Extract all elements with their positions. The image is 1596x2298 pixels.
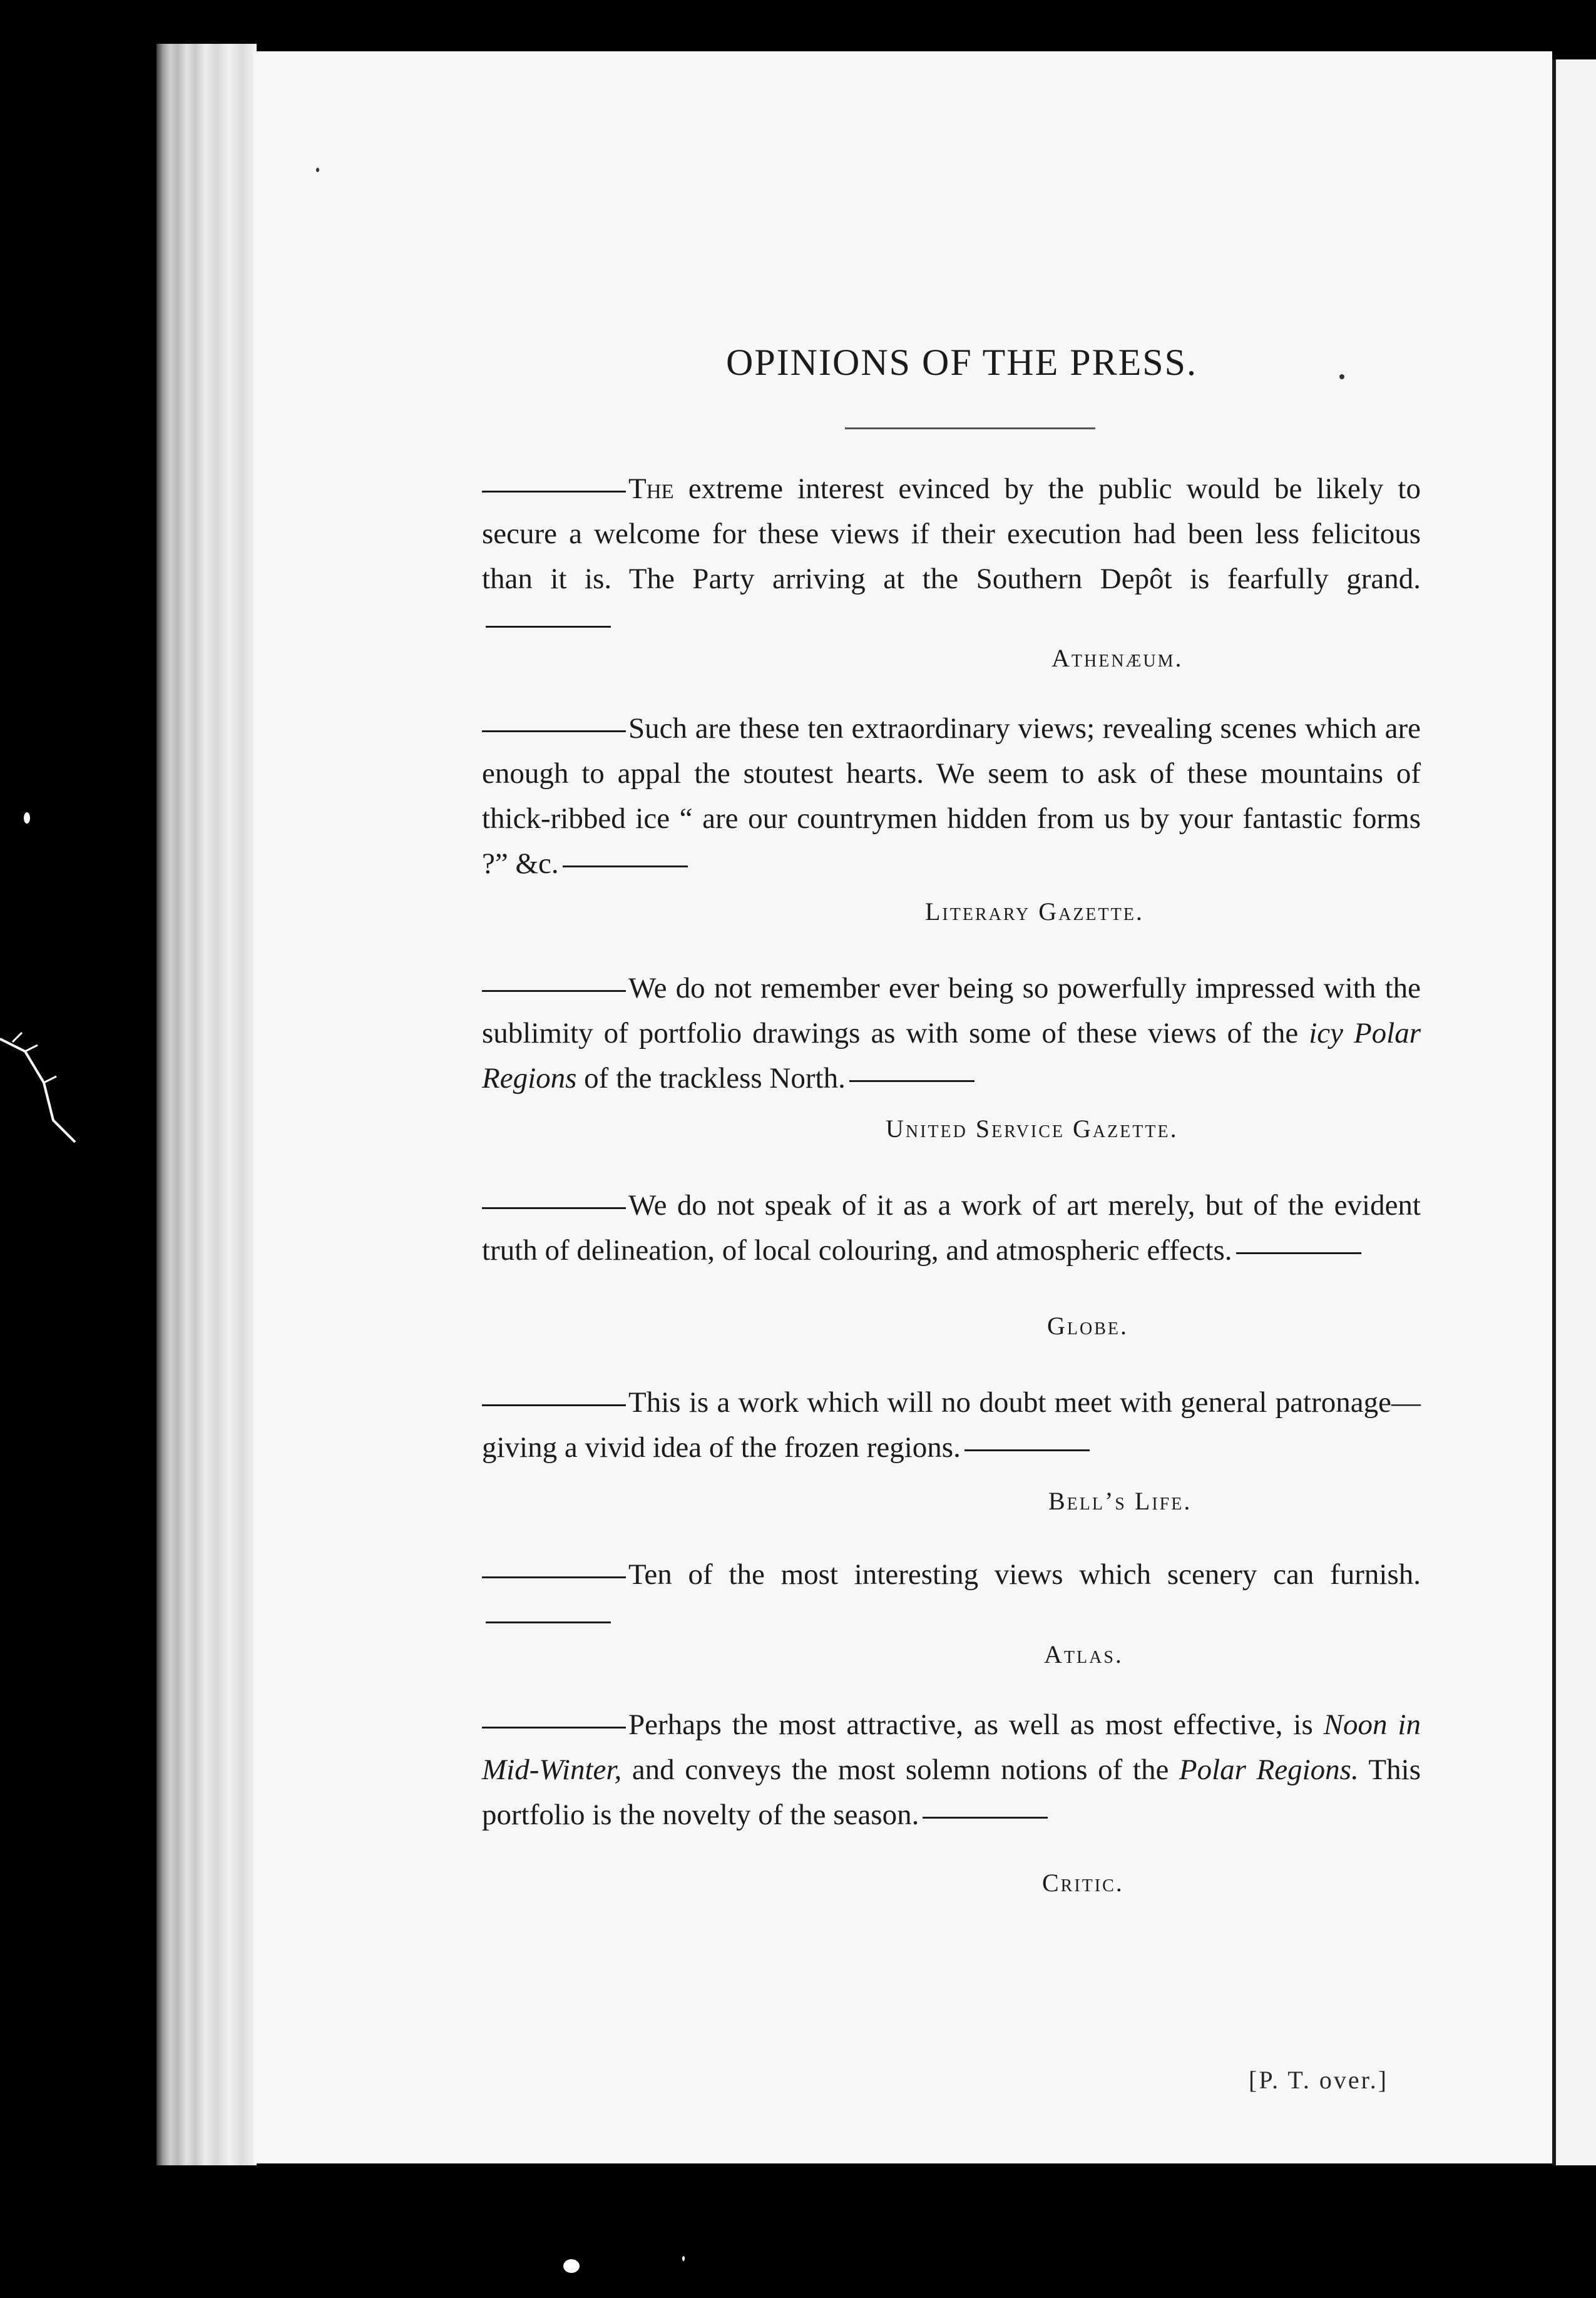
end-dash <box>964 1449 1090 1451</box>
lead-dash <box>482 1727 626 1729</box>
title-rule <box>845 427 1095 429</box>
review-source: Critic. <box>1042 1869 1124 1897</box>
review-bells-life <box>482 1380 1421 1470</box>
review-united-service-gazette <box>482 966 1421 1101</box>
review-source: Bell’s Life. <box>1048 1487 1192 1515</box>
review-text-italic: Polar Regions. <box>1179 1754 1359 1786</box>
lead-dash <box>482 1576 626 1578</box>
review-source: Atlas. <box>1044 1640 1123 1668</box>
facing-page-edge <box>1552 59 1596 2165</box>
end-dash <box>923 1817 1048 1819</box>
lead-dash <box>482 1404 626 1406</box>
page-title: OPINIONS OF THE PRESS. <box>726 342 1198 383</box>
end-dash <box>486 1621 611 1623</box>
review-source: Globe. <box>1047 1312 1128 1340</box>
review-lead-word: The <box>628 472 674 505</box>
scan-speck <box>682 2256 685 2261</box>
review-text-part: Perhaps the most attractive, as well as most effective, is <box>628 1708 1324 1741</box>
review-text-italic: Noon in Mid-Winter, <box>482 1708 1421 1786</box>
review-athenaeum <box>482 466 1421 646</box>
stray-dot <box>316 168 319 172</box>
lead-dash <box>482 1207 626 1209</box>
page-edges <box>156 44 257 2165</box>
page-turn-note: [P. T. over.] <box>1249 2066 1389 2094</box>
review-critic <box>482 1702 1421 1837</box>
review-text: We do not speak of it as a work of art merely, but of the evident truth of delineation, of local colouring, and atmospheric effects. <box>482 1189 1421 1267</box>
lead-dash <box>482 990 626 992</box>
scan-speck <box>563 2259 580 2273</box>
review-source: Athenæum. <box>1051 644 1184 672</box>
review-globe <box>482 1183 1421 1273</box>
review-source: United Service Gazette. <box>886 1115 1179 1143</box>
review-literary-gazette <box>482 706 1421 886</box>
review-text-part: This portfolio is the novelty of the season. <box>482 1754 1421 1831</box>
review-source: Literary Gazette. <box>925 897 1144 926</box>
review-atlas <box>482 1552 1421 1642</box>
review-text: extreme interest evinced by the public would be likely to secure a welcome for these views if their execution had been less felicitous than it is. The Party arriving at the Southern Depôt is fearfully grand. <box>482 472 1421 595</box>
end-dash <box>1236 1252 1361 1254</box>
end-dash <box>486 626 611 628</box>
lead-dash <box>482 730 626 732</box>
end-dash <box>849 1080 974 1082</box>
review-text-part: and conveys the most solemn notions of the <box>622 1754 1179 1786</box>
stray-dot <box>1339 374 1344 379</box>
lead-dash <box>482 491 626 493</box>
review-text-part: We do not remember ever being so powerfully impressed with the sublimity of portfolio drawings as with some of these views of the <box>482 972 1421 1049</box>
review-text: Such are these ten extraordinary views; revealing scenes which are enough to appal the stoutest hearts. We seem to ask of these mountains of thick-ribbed ice “ are our countrymen hidden from us by your fantastic forms ?” &c. <box>482 712 1421 880</box>
review-text: Ten of the most interesting views which scenery can furnish. <box>628 1558 1421 1591</box>
review-text-italic: icy Polar Regions <box>482 1017 1421 1095</box>
scan-debris <box>0 1026 88 1152</box>
end-dash <box>563 866 688 867</box>
scan-speck <box>24 812 30 824</box>
review-text: This is a work which will no doubt meet with general patronage—giving a vivid idea of the frozen regions. <box>482 1386 1421 1464</box>
review-text-part: of the trackless North. <box>576 1062 846 1095</box>
